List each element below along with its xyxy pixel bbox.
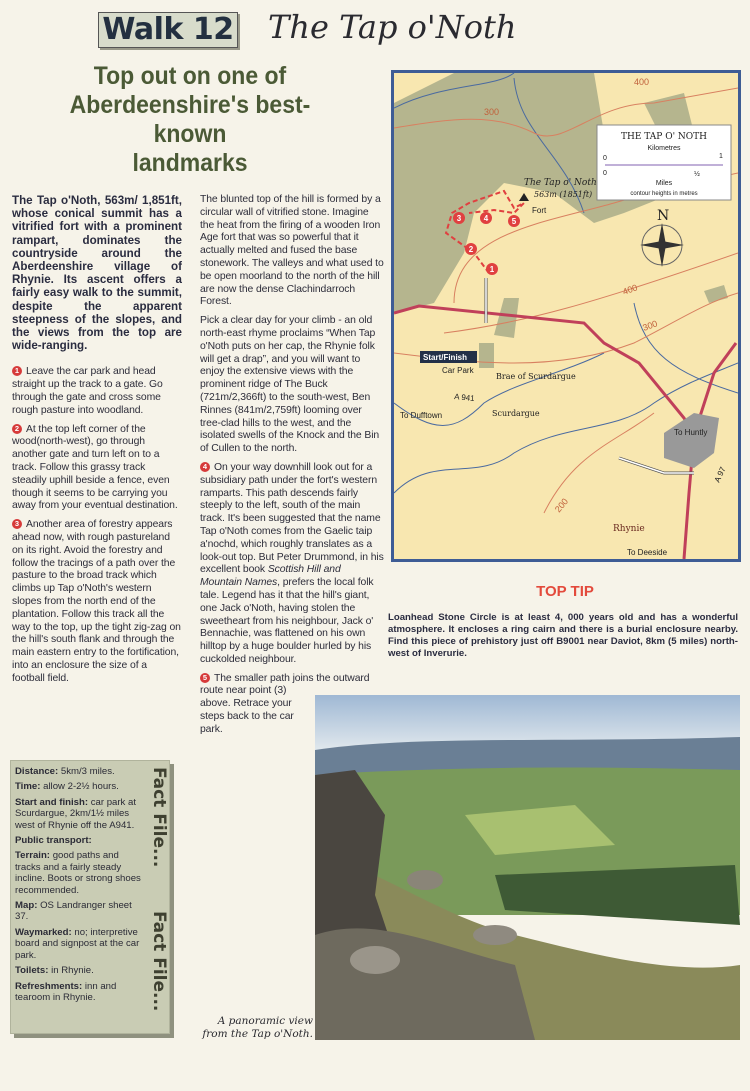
page-title: The Tap o'Noth: [268, 8, 517, 46]
headline-line: landmarks: [132, 149, 248, 177]
summit-marker-icon: [519, 193, 529, 201]
fact-value: 5km/3 miles.: [60, 766, 115, 777]
fact-value: allow 2-2½ hours.: [43, 781, 119, 793]
forest-area: [479, 343, 494, 368]
fact-label: Map:: [15, 900, 38, 912]
contour-label: 300: [484, 107, 500, 117]
direction-label: To Dufftown: [400, 411, 443, 420]
contour-label: 300: [641, 318, 659, 333]
caption-line: A panoramic view: [217, 1015, 313, 1027]
fact-value: car park at Scurdargue, 2km/1½ miles west of Rhynie off the A941.: [15, 796, 137, 831]
step-number-icon: 4: [200, 462, 210, 472]
left-column: [12, 194, 182, 692]
step-text: The smaller path joins the outward route near point (3) above. Retrace your steps back to the car park.: [200, 672, 370, 735]
place-label: Rhynie: [613, 524, 645, 534]
photo-caption: [195, 1015, 313, 1041]
headline-line: Top out on one of: [93, 62, 287, 90]
fact-value: no; interpretive board and signpost at the car park.: [15, 926, 140, 961]
fact-label: Terrain:: [15, 850, 51, 862]
summit-height: 563m (1851ft): [534, 190, 593, 199]
route-map: [391, 70, 741, 562]
route-point-label: 5: [511, 217, 517, 226]
scale-km-label: Kilometres: [647, 145, 681, 152]
step-text: Another area of forestry appears ahead now, with rough pastureland on its right. Avoid the forestry and follow the tracings of a path over the pasture to the broad track which climbs up Tap o'Noth's western slopes from the north end of the plantation. Follow this track all the way to the top, up the tight zig-zag on the hill's south flank and through the main eastern entry to the fortification, into an enclosure the size of a football field.: [12, 519, 181, 684]
fact-value: in Rhynie.: [51, 965, 94, 977]
headline-line: Aberdeenshire's best-known: [69, 91, 311, 148]
fact-value: good paths and tracks and a fairly steady incline. Boots or strong shoes recommended.: [15, 850, 141, 896]
step-2: [12, 424, 182, 514]
contour-label: 200: [552, 496, 571, 515]
fact-item: [15, 781, 141, 792]
book-title: Scottish Hill and Mountain Names: [200, 564, 341, 589]
fact-file-heading: Fact File...: [149, 911, 169, 1012]
step-text: At the top left corner of the wood(north-west), go through another gate and turn left on to a track. Follow this grassy track steadily uphill beside a fence, even though it seems to be carrying you away from your eventual destination.: [12, 423, 178, 512]
summit-label: The Tap o' Noth: [524, 178, 597, 188]
scale-tick: ½: [694, 171, 700, 178]
headline: [43, 62, 337, 178]
place-label: Brae of Scurdargue: [496, 372, 576, 381]
paragraph: Pick a clear day for your climb - an old north-east rhyme proclaims “When Tap o'Noth puts on her cap, the Rhynie folk will get a drap”, and you will want to enjoy the extensive views with the prominent ridge of The Buck (721m/2,366ft) to the south-west, Ben Rinnes (841m/2,759ft) looming over tree-clad hills to the west, and the isolated swells of the Knock and the Bin of Cullen to the north.: [200, 315, 380, 455]
fact-label: Time:: [15, 781, 41, 793]
fact-label: Distance:: [15, 766, 59, 777]
fact-item: [15, 766, 141, 777]
walk-number-badge: Walk 12: [98, 12, 238, 48]
direction-label: To Deeside: [627, 548, 668, 557]
contour-label: 400: [634, 77, 650, 87]
compass-rose-icon: [640, 208, 684, 267]
fort-label: Fort: [532, 206, 547, 215]
step-number-icon: 5: [200, 673, 210, 683]
fact-item: [15, 797, 141, 831]
forest-area: [494, 298, 519, 338]
fact-label: Waymarked:: [15, 926, 72, 938]
step-1: [12, 366, 182, 417]
step-text: Leave the car park and head straight up the track to a gate. Go through the gate and cross some rough pasture into woodland.: [12, 366, 163, 416]
fact-item: [15, 981, 141, 1004]
start-finish-label: Start/Finish: [423, 353, 468, 362]
place-label: Scurdargue: [492, 409, 540, 418]
legend-title: THE TAP O' NOTH: [620, 132, 708, 142]
step-4: [200, 462, 385, 667]
fact-label: Refreshments:: [15, 980, 83, 992]
fact-label: Start and finish:: [15, 796, 89, 808]
paragraph: The blunted top of the hill is formed by a circular wall of vitrified stone. Imagine the heat from the firing of a wooden Iron Age fort that was so powerful that it actually melted and fused the base stonework. The valleys and what used to be open moorland to the north of the hill are now the dense Clachindarroch Forest.: [200, 194, 384, 308]
fact-item: [15, 835, 141, 846]
step-number-icon: 2: [12, 424, 22, 434]
fact-label: Public transport:: [15, 835, 92, 847]
contour-note: contour heights in metres: [630, 191, 698, 197]
top-tip-heading: TOP TIP: [536, 583, 594, 600]
fact-value: inn and tearoom in Rhynie.: [15, 980, 117, 1003]
fact-item: [15, 900, 141, 923]
fact-item: [15, 927, 141, 961]
forest-area: [704, 285, 728, 303]
scale-tick: 0: [603, 170, 607, 177]
map-legend: [597, 125, 731, 200]
north-label: N: [657, 208, 670, 224]
fact-file-box: [10, 760, 170, 1034]
scale-miles-label: Miles: [655, 180, 673, 187]
road-label: A 97: [712, 465, 728, 484]
step-text: , prefers the local folk tale. Legend has it that the hill's giant, one Jack o'Noth, having stolen the sweetheart from his neighbour, Jack o' Bennachie, was flattened on his own hilltop by a huge boulder hurled by his cuckolded neighbour.: [200, 577, 374, 665]
fact-file-heading: Fact File...: [149, 767, 169, 868]
map-graphic: [394, 73, 738, 559]
step-3: [12, 519, 182, 685]
route-point-label: 4: [483, 214, 489, 223]
route-point-label: 3: [456, 214, 462, 223]
fact-label: Toilets:: [15, 965, 49, 977]
caption-line: from the Tap o'Noth.: [202, 1028, 313, 1040]
contour-label: 400: [621, 282, 639, 297]
step-text: On your way downhill look out for a subsidiary path under the fort's western ramparts. This path descends fairly steeply to the left, south of the main track. It's been suggested that the name Tap o'Noth comes from the Gaelic taip a'nochd, which roughly translates as a look-out top. But Peter Drummond, in his excellent book: [200, 461, 384, 576]
direction-label: To Huntly: [674, 428, 708, 437]
route-point-label: 1: [489, 265, 495, 274]
fact-value: OS Landranger sheet 37.: [15, 900, 132, 923]
scale-tick: 1: [719, 153, 723, 160]
top-tip-text: Loanhead Stone Circle is at least 4, 000 years old and has a wonderful atmosphere. It encloses a ring cairn and there is a burial enclosure nearby. Find this piece of prehistory just off B9001 near Daviot, 8km (5 miles) north-west of Inverurie.: [388, 612, 738, 659]
car-park-label: Car Park: [442, 366, 474, 375]
road-label: A 941: [453, 392, 476, 404]
scale-tick: 0: [603, 155, 607, 162]
fact-item: [15, 965, 141, 976]
route-point-label: 2: [468, 245, 474, 254]
step-number-icon: 1: [12, 366, 22, 376]
step-number-icon: 3: [12, 519, 22, 529]
village-area: [664, 413, 719, 468]
intro-paragraph: The Tap o'Noth, 563m/ 1,851ft, whose conical summit has a vitrified fort with a prominent rampart, dominates the countryside around the Aberdeenshire village of Rhynie. Its ascent offers a fairly easy walk to the summit, despite the apparent steepness of the slopes, and the views from the top are wide-ranging.: [12, 194, 182, 353]
fact-item: [15, 850, 141, 896]
panoramic-photo: [315, 695, 740, 1040]
